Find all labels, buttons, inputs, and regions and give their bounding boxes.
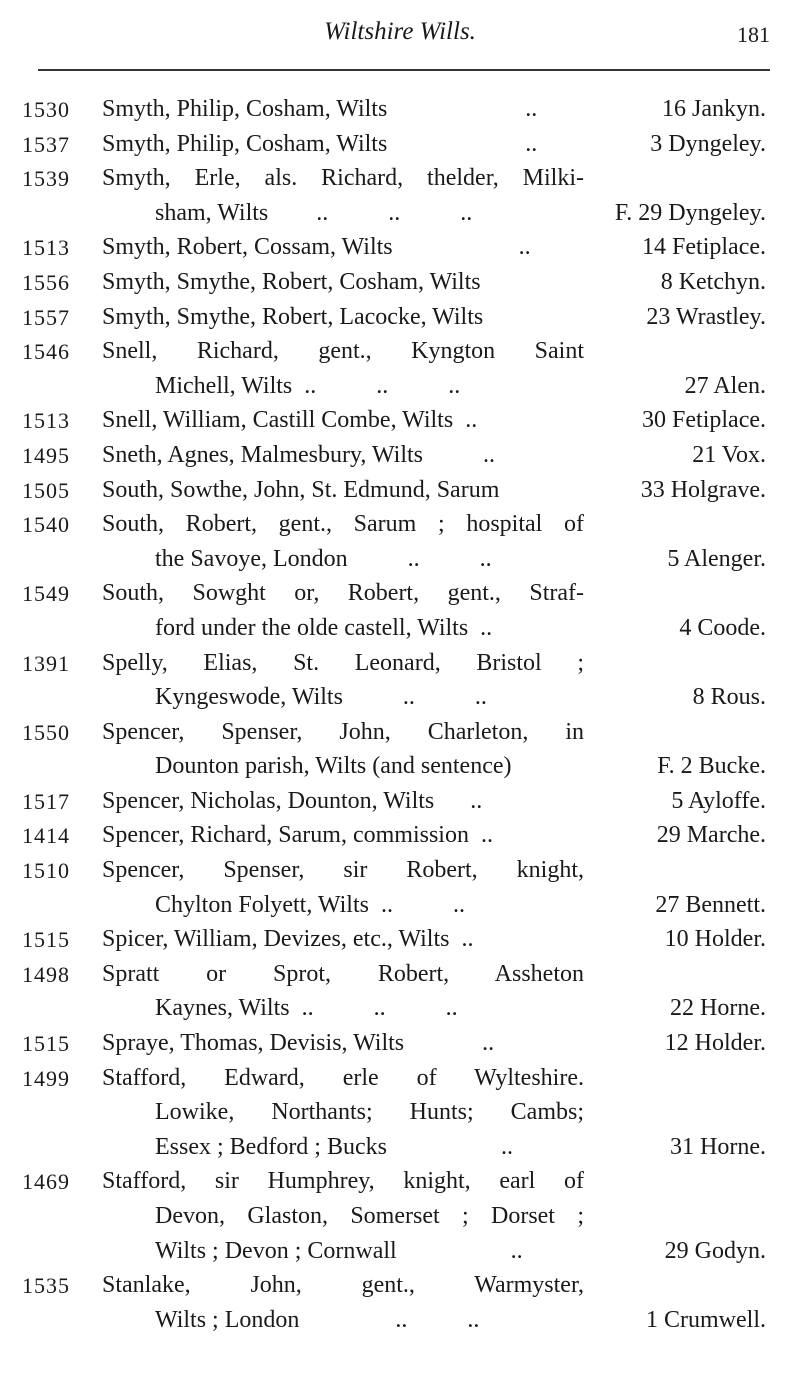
- entry-year: 1549: [22, 581, 70, 607]
- register-reference: 23 Wrastley.: [646, 303, 766, 330]
- entry-year: 1469: [22, 1169, 70, 1195]
- will-entry: [0, 1061, 800, 1165]
- entry-text-line: Chylton Folyett, Wilts .. ..: [155, 891, 465, 918]
- entry-text-line: Smyth, Philip, Cosham, Wilts ..: [102, 96, 538, 122]
- will-entry: [0, 957, 800, 1026]
- will-entry: [0, 127, 800, 162]
- register-reference: 8 Rous.: [692, 684, 766, 711]
- register-reference: 4 Coode.: [679, 614, 766, 641]
- entry-text-line: Stanlake, John, gent., Warmyster,: [102, 1272, 584, 1299]
- entry-text-line: ford under the olde castell, Wilts ..: [155, 614, 493, 641]
- will-entry: [0, 161, 800, 230]
- will-entry: [0, 92, 800, 127]
- running-title: Wiltshire Wills.: [324, 18, 476, 45]
- entry-text-line: Stafford, sir Humphrey, knight, earl of: [102, 1168, 584, 1195]
- entry-year: 1530: [22, 97, 70, 122]
- register-reference: 14 Fetiplace.: [642, 234, 766, 261]
- entry-year: 1495: [22, 442, 70, 468]
- header-rule: [38, 69, 770, 71]
- register-reference: F. 2 Bucke.: [657, 753, 766, 780]
- entry-year: 1557: [22, 304, 70, 330]
- entry-text-line: Wilts ; London .. ..: [155, 1306, 480, 1333]
- register-reference: 1 Crumwell.: [646, 1306, 766, 1333]
- page-number: 181: [737, 22, 770, 47]
- register-reference: F. 29 Dyngeley.: [614, 199, 766, 226]
- entry-year: 1539: [22, 166, 70, 192]
- entry-year: 1510: [22, 858, 70, 884]
- entry-text-line: Stafford, Edward, erle of Wylteshire.: [102, 1064, 584, 1091]
- entry-text-line: Sneth, Agnes, Malmesbury, Wilts ..: [102, 441, 496, 468]
- entry-text-line: Spencer, Nicholas, Dounton, Wilts ..: [102, 787, 483, 814]
- register-reference: 27 Bennett.: [655, 891, 766, 918]
- entry-text-line: Smyth, Smythe, Robert, Lacocke, Wilts: [102, 303, 484, 330]
- will-entry: [0, 334, 800, 403]
- entry-text-line: Snell, William, Castill Combe, Wilts ..: [102, 407, 478, 434]
- register-reference: 29 Godyn.: [664, 1237, 766, 1264]
- will-entry: [0, 646, 800, 715]
- entry-text-line: Spraye, Thomas, Devisis, Wilts ..: [102, 1030, 495, 1057]
- will-entries-list: [0, 92, 800, 1337]
- entry-year: 1546: [22, 339, 70, 365]
- register-reference: 10 Holder.: [664, 926, 766, 953]
- entry-text-line: Spencer, Spenser, sir Robert, knight,: [102, 857, 584, 884]
- will-entry: [0, 1164, 800, 1268]
- register-reference: 29 Marche.: [656, 822, 766, 849]
- entry-text-line: the Savoye, London .. ..: [155, 545, 492, 572]
- will-entry: [0, 473, 800, 508]
- will-entry: [0, 507, 800, 576]
- entry-text-line: Devon, Glaston, Somerset ; Dorset ;: [155, 1203, 584, 1229]
- entry-year: 1505: [22, 477, 70, 503]
- entry-year: 1537: [22, 131, 70, 157]
- entry-year: 1517: [22, 788, 70, 814]
- register-reference: 5 Alenger.: [667, 545, 766, 572]
- entry-year: 1499: [22, 1065, 70, 1091]
- will-entry: [0, 853, 800, 922]
- entry-text-line: Spratt or Sprot, Robert, Assheton: [102, 960, 584, 987]
- entry-year: 1556: [22, 269, 70, 295]
- entry-year: 1535: [22, 1273, 70, 1299]
- entry-text-line: Kaynes, Wilts .. .. ..: [155, 995, 458, 1022]
- entry-text-line: Spencer, Spenser, John, Charleton, in: [102, 718, 584, 745]
- will-entry: [0, 818, 800, 853]
- register-reference: 22 Horne.: [670, 995, 766, 1022]
- register-reference: 27 Alen.: [684, 372, 766, 399]
- entry-year: 1550: [22, 719, 70, 745]
- entry-text-line: South, Sowthe, John, St. Edmund, Sarum: [102, 476, 500, 503]
- entry-text-line: sham, Wilts .. .. ..: [155, 199, 473, 226]
- entry-text-line: Smyth, Erle, als. Richard, thelder, Milki-: [102, 165, 584, 192]
- register-reference: 31 Horne.: [670, 1133, 766, 1160]
- entry-text-line: Spelly, Elias, St. Leonard, Bristol ;: [102, 649, 584, 676]
- entry-text-line: Kyngeswode, Wilts .. ..: [155, 684, 487, 711]
- register-reference: 21 Vox.: [692, 441, 766, 468]
- will-entry: [0, 1026, 800, 1061]
- entry-text-line: Spencer, Richard, Sarum, commission ..: [102, 822, 493, 849]
- entry-text-line: Essex ; Bedford ; Bucks ..: [155, 1133, 513, 1160]
- entry-year: 1513: [22, 408, 70, 434]
- will-entry: [0, 922, 800, 957]
- entry-text-line: Smyth, Philip, Cosham, Wilts ..: [102, 130, 538, 157]
- will-entry: [0, 576, 800, 645]
- register-reference: 5 Ayloffe.: [671, 787, 766, 814]
- entry-text-line: Smyth, Robert, Cossam, Wilts ..: [102, 234, 531, 261]
- entry-text-line: Lowike, Northants; Hunts; Cambs;: [155, 1099, 584, 1126]
- will-entry: [0, 403, 800, 438]
- register-reference: 30 Fetiplace.: [642, 407, 766, 434]
- register-reference: 3 Dyngeley.: [650, 130, 766, 157]
- entry-year: 1515: [22, 1031, 70, 1057]
- entry-year: 1391: [22, 650, 70, 676]
- entry-text-line: Dounton parish, Wilts (and sentence): [155, 753, 512, 780]
- entry-year: 1513: [22, 235, 70, 261]
- will-entry: [0, 300, 800, 335]
- will-entry: [0, 715, 800, 784]
- entry-year: 1414: [22, 823, 70, 849]
- entry-text-line: Michell, Wilts .. .. ..: [155, 372, 461, 399]
- entry-year: 1498: [22, 961, 70, 987]
- entry-text-line: Snell, Richard, gent., Kyngton Saint: [102, 338, 584, 365]
- register-reference: 16 Jankyn.: [662, 96, 766, 122]
- will-entry: [0, 1268, 800, 1337]
- register-reference: 12 Holder.: [664, 1030, 766, 1057]
- entry-year: 1540: [22, 512, 70, 538]
- will-entry: [0, 230, 800, 265]
- entry-text-line: Smyth, Smythe, Robert, Cosham, Wilts: [102, 268, 481, 295]
- will-entry: [0, 265, 800, 300]
- will-entry: [0, 438, 800, 473]
- register-reference: 33 Holgrave.: [640, 476, 766, 503]
- entry-text-line: Spicer, William, Devizes, etc., Wilts ..: [102, 926, 474, 953]
- will-entry: [0, 784, 800, 819]
- register-reference: 8 Ketchyn.: [660, 268, 766, 295]
- entry-text-line: South, Robert, gent., Sarum ; hospital of: [102, 511, 584, 538]
- entry-year: 1515: [22, 927, 70, 953]
- entry-text-line: South, Sowght or, Robert, gent., Straf-: [102, 580, 584, 607]
- entry-text-line: Wilts ; Devon ; Cornwall ..: [155, 1237, 523, 1264]
